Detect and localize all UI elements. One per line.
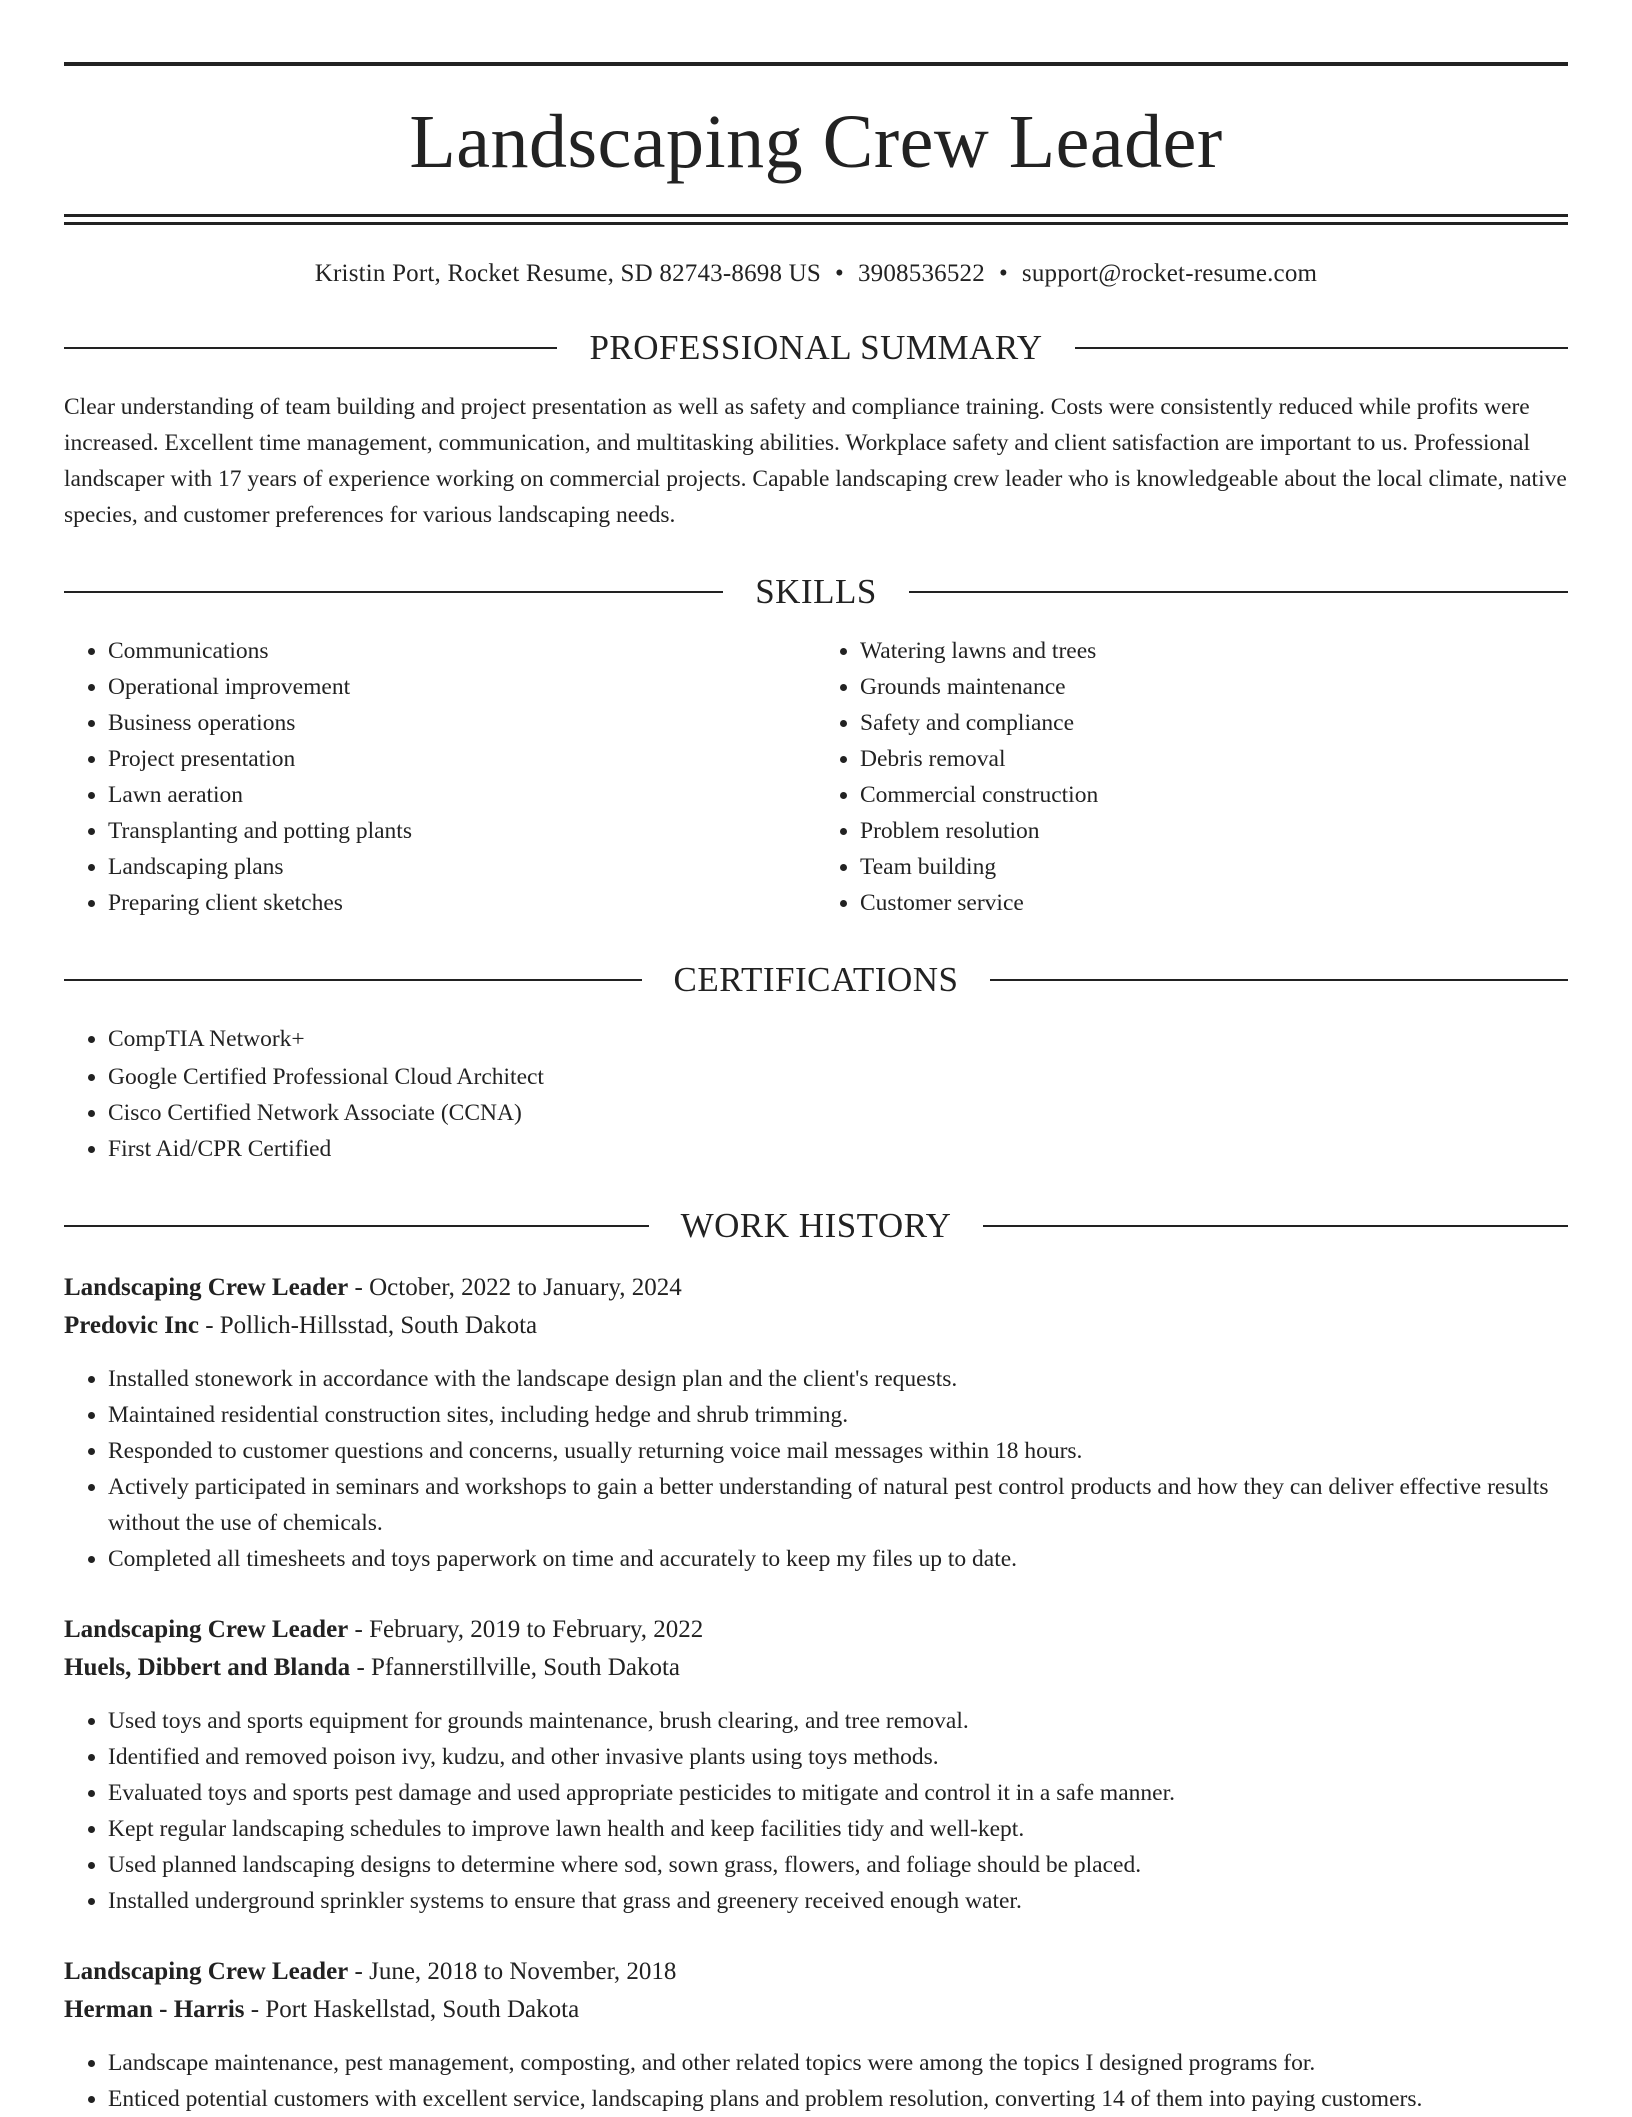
- job-bullet: • Responded to customer questions and concerns, usually returning voice mail messages within 18 hours.: [108, 1433, 1568, 1469]
- job-company: Predovic Inc: [64, 1312, 199, 1339]
- job-bullet: • Actively participated in seminars and workshops to gain a better understanding of natural pest control products and how they can deliver effective results without the use of chemicals.: [108, 1469, 1568, 1541]
- job-entry: [64, 1611, 1568, 1919]
- job-role-line: [64, 1269, 1568, 1307]
- certification-item: • Google Certified Professional Cloud Architect: [108, 1059, 1568, 1095]
- job-bullet: • Installed stonework in accordance with the landscape design plan and the client's requests.: [108, 1361, 1568, 1397]
- job-bullet: • Maintained residential construction sites, including hedge and shrub trimming.: [108, 1397, 1568, 1433]
- skill-item: • Problem resolution: [860, 813, 1568, 849]
- skill-item: • Business operations: [108, 705, 816, 741]
- job-company: Herman - Harris: [64, 1996, 245, 2023]
- title-double-rule: [64, 214, 1568, 225]
- job-bullet: • Completed all timesheets and toys paperwork on time and accurately to keep my files up to date.: [108, 1541, 1568, 1577]
- skills-heading: [64, 571, 1568, 613]
- skills-title: SKILLS: [755, 572, 877, 611]
- skill-item: • Transplanting and potting plants: [108, 813, 816, 849]
- skill-item: • Safety and compliance: [860, 705, 1568, 741]
- job-bullet: • Installed underground sprinkler systems to ensure that grass and greenery received enough water.: [108, 1883, 1568, 1919]
- job-role: Landscaping Crew Leader: [64, 1274, 349, 1301]
- skill-item: • Communications: [108, 633, 816, 669]
- skill-item: • Debris removal: [860, 741, 1568, 777]
- contact-separator: •: [998, 260, 1008, 287]
- job-location: - Port Haskellstad, South Dakota: [244, 1996, 580, 2023]
- heading-rule: [64, 591, 723, 593]
- job-company-line: [64, 1649, 1568, 1687]
- heading-rule: [1075, 347, 1568, 349]
- skills-list-right: [816, 633, 1568, 921]
- skill-item: • Watering lawns and trees: [860, 633, 1568, 669]
- job-role: Landscaping Crew Leader: [64, 1958, 349, 1985]
- job-bullet: • Kept regular landscaping schedules to improve lawn health and keep facilities tidy and well-kept.: [108, 1811, 1568, 1847]
- resume-title: Landscaping Crew Leader: [409, 100, 1223, 184]
- skills-list-left: [64, 633, 816, 921]
- heading-rule: [983, 1225, 1568, 1227]
- skill-item: • Preparing client sketches: [108, 885, 816, 921]
- contact-email: support@rocket-resume.com: [1021, 260, 1318, 287]
- contact-separator: •: [835, 260, 844, 287]
- contact-phone: 3908536522: [857, 260, 985, 287]
- heading-rule: [64, 979, 642, 981]
- job-company: Huels, Dibbert and Blanda: [64, 1654, 351, 1681]
- certifications-list: [64, 1021, 1568, 1167]
- job-bullets: [64, 1361, 1568, 1577]
- job-dates: - October, 2022 to January, 2024: [348, 1274, 682, 1301]
- job-bullets: [64, 2045, 1568, 2117]
- work-history-heading: [64, 1205, 1568, 1247]
- skill-item: • Operational improvement: [108, 669, 816, 705]
- job-dates: - June, 2018 to November, 2018: [348, 1958, 677, 1985]
- skill-item: • Lawn aeration: [108, 777, 816, 813]
- skill-item: • Project presentation: [108, 741, 816, 777]
- heading-rule: [64, 347, 557, 349]
- work-history-title: WORK HISTORY: [680, 1206, 952, 1245]
- job-bullet: • Landscape maintenance, pest management, composting, and other related topics were among the topics I designed programs for.: [108, 2045, 1568, 2081]
- top-rule: [64, 62, 1568, 66]
- contact-address: Kristin Port, Rocket Resume, SD 82743-8698 US: [314, 260, 821, 287]
- job-bullet: • Used planned landscaping designs to determine where sod, sown grass, flowers, and foliage should be placed.: [108, 1847, 1568, 1883]
- job-role: Landscaping Crew Leader: [64, 1616, 349, 1643]
- job-location: - Pfannerstillville, South Dakota: [350, 1654, 680, 1681]
- certification-item: • First Aid/CPR Certified: [108, 1131, 1568, 1167]
- job-role-line: [64, 1611, 1568, 1649]
- job-bullet: • Used toys and sports equipment for grounds maintenance, brush clearing, and tree removal.: [108, 1703, 1568, 1739]
- job-entry: [64, 1953, 1568, 2117]
- skill-item: • Landscaping plans: [108, 849, 816, 885]
- job-location: - Pollich-Hillsstad, South Dakota: [198, 1312, 538, 1339]
- summary-title: PROFESSIONAL SUMMARY: [589, 328, 1043, 367]
- job-bullet: • Identified and removed poison ivy, kudzu, and other invasive plants using toys methods.: [108, 1739, 1568, 1775]
- summary-text: Clear understanding of team building and project presentation as well as safety and compliance training. Costs were consistently reduced while profits were increased. Excellent time management, communication, and multitasking abilities. Workplace safety and client satisfaction are important to us. Professional landscaper with 17 years of experience working on commercial projects. Capable landscaping crew leader who is knowledgeable about the local climate, native species, and customer preferences for various landscaping needs.: [64, 394, 1567, 528]
- skills-columns: [64, 633, 1568, 921]
- summary-heading: [64, 327, 1568, 369]
- job-bullet: • Enticed potential customers with excellent service, landscaping plans and problem resolution, converting 14 of them into paying customers.: [108, 2081, 1568, 2117]
- skill-item: • Team building: [860, 849, 1568, 885]
- skill-item: • Customer service: [860, 885, 1568, 921]
- contact-line: [64, 259, 1568, 289]
- job-company-line: [64, 1307, 1568, 1345]
- heading-rule: [990, 979, 1568, 981]
- certifications-heading: [64, 959, 1568, 1001]
- heading-rule: [64, 1225, 649, 1227]
- job-bullet: • Evaluated toys and sports pest damage and used appropriate pesticides to mitigate and control it in a safe manner.: [108, 1775, 1568, 1811]
- skill-item: • Commercial construction: [860, 777, 1568, 813]
- heading-rule: [909, 591, 1568, 593]
- certification-item: • CompTIA Network+: [108, 1021, 1568, 1057]
- certifications-title: CERTIFICATIONS: [673, 960, 959, 999]
- job-role-line: [64, 1953, 1568, 1991]
- skill-item: • Grounds maintenance: [860, 669, 1568, 705]
- job-entry: [64, 1269, 1568, 1577]
- job-company-line: [64, 1991, 1568, 2029]
- job-dates: - February, 2019 to February, 2022: [348, 1616, 704, 1643]
- job-bullets: [64, 1703, 1568, 1919]
- certification-item: • Cisco Certified Network Associate (CCNA): [108, 1095, 1568, 1131]
